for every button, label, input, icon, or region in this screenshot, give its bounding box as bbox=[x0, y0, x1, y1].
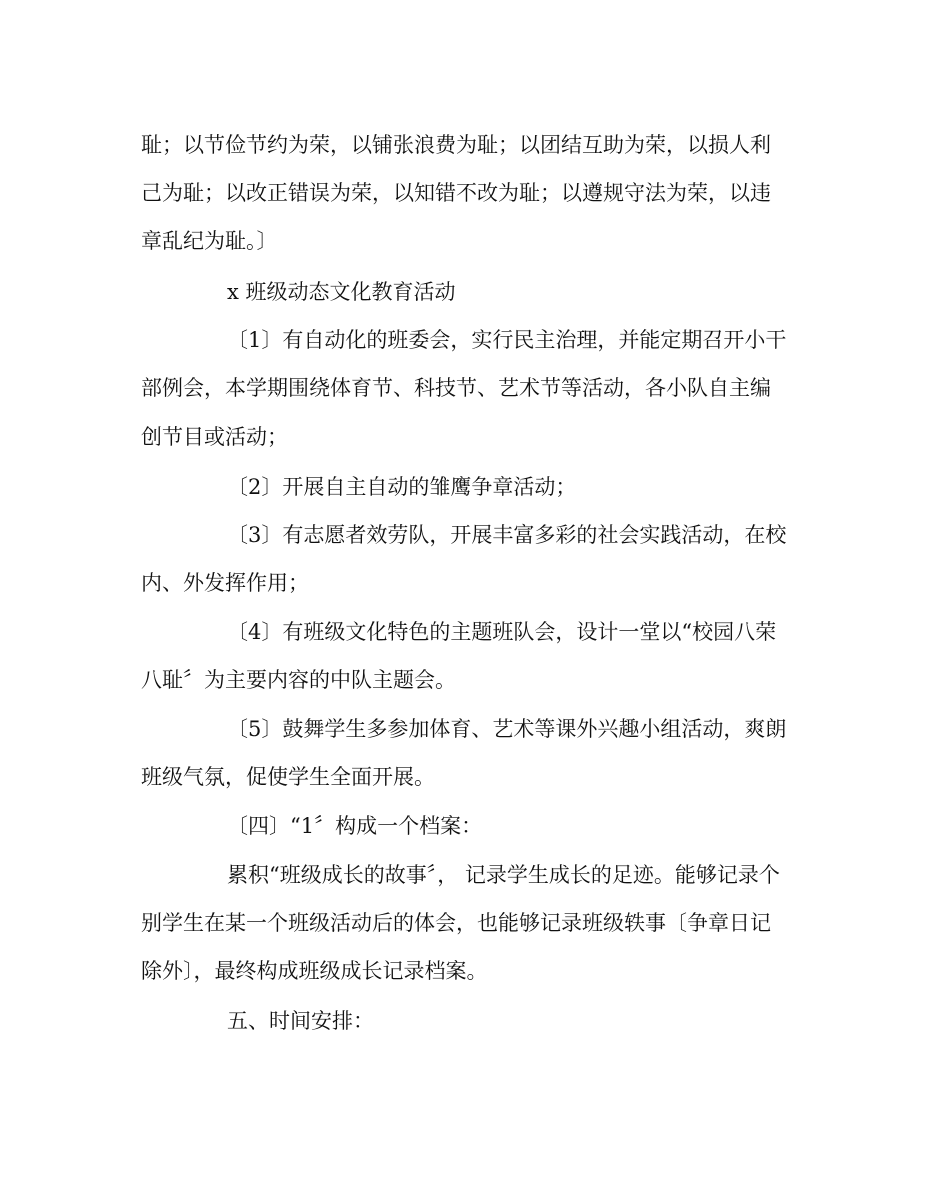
text-line: 内、外发挥作用； bbox=[141, 571, 309, 595]
text-line: 除外〕，最终构成班级成长记录档案。 bbox=[141, 959, 488, 983]
section-heading: 〔四〕“1〞构成一个档案： bbox=[227, 814, 483, 838]
text-line: 班级气氛，促使学生全面开展。 bbox=[141, 765, 435, 789]
text-line: 部例会，本学期围绕体育节、科技节、艺术节等活动，各小队自主编 bbox=[141, 376, 771, 400]
text-line: 别学生在某一个班级活动后的体会，也能够记录班级轶事〔争章日记 bbox=[141, 911, 771, 935]
text-line: 〔1〕有自动化的班委会，实行民主治理，并能定期召开小干 bbox=[227, 328, 787, 352]
text-line: 〔4〕有班级文化特色的主题班队会，设计一堂以“校园八荣 bbox=[227, 620, 777, 644]
text-line: 己为耻；以改正错误为荣，以知错不改为耻；以遵规守法为荣，以违 bbox=[141, 181, 771, 205]
text-line: 累积“班级成长的故事〞， 记录学生成长的足迹。能够记录个 bbox=[227, 863, 780, 887]
text-line: 创节目或活动； bbox=[141, 425, 288, 449]
text-line: 耻；以节俭节约为荣，以铺张浪费为耻；以团结互助为荣，以损人利 bbox=[141, 133, 771, 157]
text-line: 〔5〕鼓舞学生多参加体育、艺术等课外兴趣小组活动，爽朗 bbox=[227, 717, 787, 741]
section-heading: x 班级动态文化教育活动 bbox=[227, 280, 456, 304]
text-line: 八耻〞为主要内容的中队主题会。 bbox=[141, 668, 456, 692]
text-line: 〔3〕有志愿者效劳队，开展丰富多彩的社会实践活动，在校 bbox=[227, 523, 787, 547]
text-line: 〔2〕开展自主自动的雏鹰争章活动； bbox=[227, 475, 577, 499]
text-line: 章乱纪为耻。〕 bbox=[141, 229, 278, 253]
section-heading: 五、时间安排： bbox=[227, 1009, 374, 1033]
